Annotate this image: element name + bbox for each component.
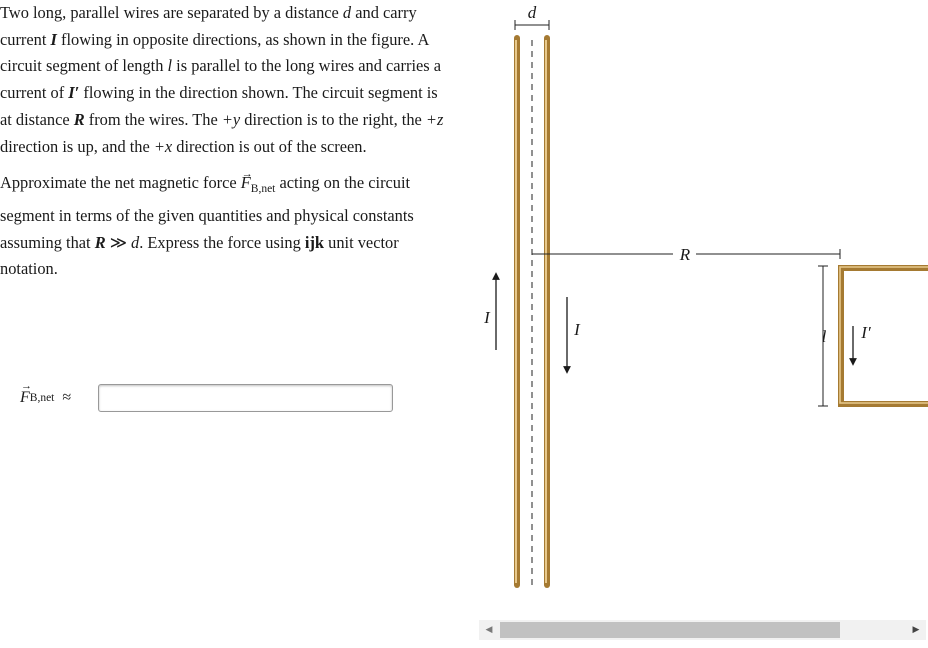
text: direction is out of the screen. [172, 136, 367, 156]
text: . Express the force using [139, 232, 305, 252]
question-text [0, 0, 448, 283]
text: Two long, parallel wires are separated by a distance [0, 3, 343, 22]
var-R: R [73, 109, 85, 129]
wire-left [516, 38, 517, 585]
var-I-prime: I′ [68, 83, 80, 103]
text: and carry current [0, 3, 417, 49]
var-d: d [131, 232, 140, 252]
figure [478, 0, 928, 615]
text: flowing in opposite directions, as shown in the figure. A circuit segment of length [0, 29, 429, 76]
label-l: l [821, 327, 827, 346]
scroll-left-arrow-icon[interactable]: ◀ [485, 625, 493, 635]
var-d: d [342, 3, 352, 22]
label-R: R [679, 245, 691, 264]
answer-row [20, 383, 393, 413]
var-l: l [167, 56, 173, 76]
force-vector-F: → F [20, 389, 30, 407]
figure-horizontal-scrollbar[interactable] [479, 620, 926, 640]
approx-symbol: ≈ [62, 389, 72, 406]
text: acting on the circuit segment in terms of the given quantities and physical constants assuming that [0, 173, 414, 252]
answer-label [20, 389, 98, 407]
text: direction is up, and the [0, 136, 154, 156]
text: direction is to the right, the [240, 109, 426, 129]
var-plus-x: +x [153, 136, 173, 156]
var-plus-y: +y [221, 109, 241, 129]
var-I: I [50, 29, 57, 49]
ijk-notation: ijk [304, 232, 325, 252]
text: from the wires. The [84, 109, 222, 129]
wire-right [546, 38, 547, 585]
label-d: d [527, 3, 537, 22]
scrollbar-thumb[interactable] [500, 622, 840, 638]
force-subscript: B,net [250, 183, 276, 196]
label-I-left: I [484, 308, 490, 327]
var-R: R [94, 232, 106, 252]
question-paragraph-1 [0, 0, 448, 160]
text: flowing in the direction shown. The circuit segment is at distance [0, 83, 438, 129]
answer-input[interactable] [98, 384, 393, 412]
force-subscript: B,net [29, 392, 55, 404]
label-I-right: I [574, 320, 580, 339]
scroll-right-arrow-icon[interactable]: ▶ [912, 625, 920, 635]
text: Approximate the net magnetic force [0, 173, 241, 193]
much-greater-symbol: ≫ [105, 232, 131, 252]
text: unit vector notation. [0, 232, 399, 279]
question-paragraph-2 [0, 170, 448, 283]
text: is parallel to the long wires and carries a current of [0, 56, 442, 103]
label-I-prime: I′ [861, 323, 871, 342]
force-vector-F: → F [241, 170, 251, 197]
var-plus-z: +z [425, 109, 444, 129]
